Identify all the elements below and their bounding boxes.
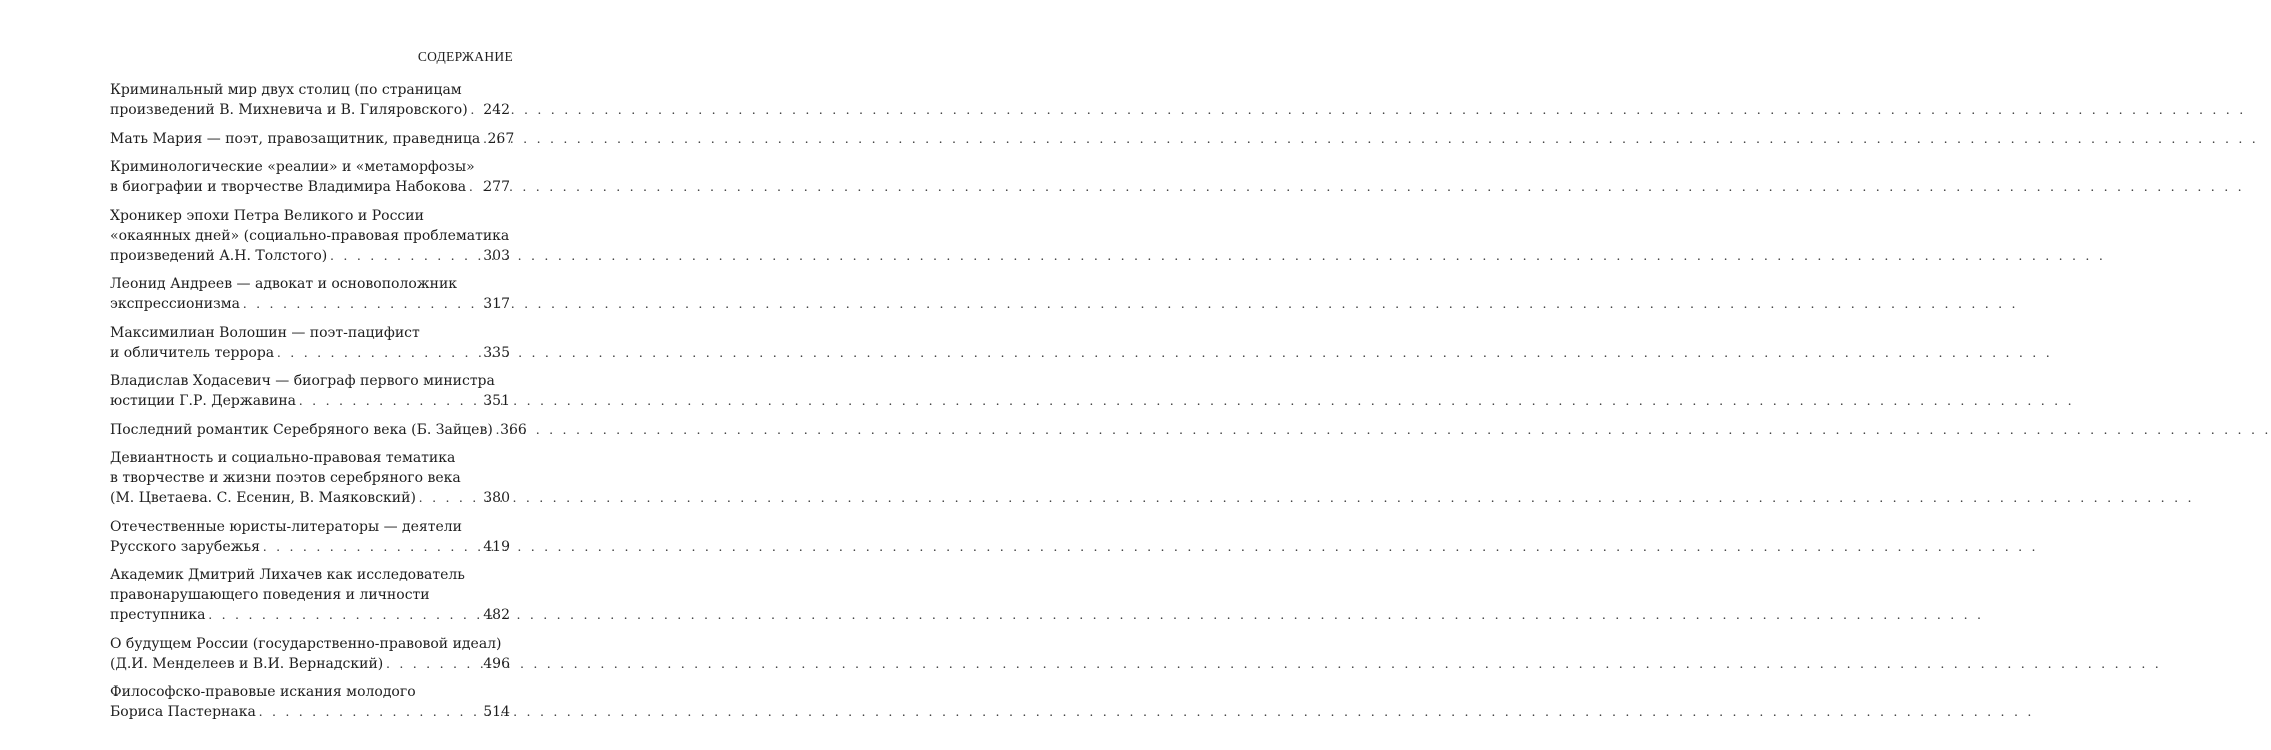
dot-leader <box>260 538 482 558</box>
toc-entry-4 <box>110 206 510 267</box>
entry-title-line: Девиантность и социально-правовая тематика <box>110 450 456 466</box>
entry-title-line: (М. Цветаева. С. Есенин, В. Маяковский) <box>110 490 416 506</box>
dot-leader <box>296 392 482 412</box>
entry-title-line: Леонид Андреев — адвокат и основоположник <box>110 276 458 292</box>
dot-leader <box>416 489 482 509</box>
dot-leader <box>468 101 482 121</box>
page-number: 317 <box>483 296 510 312</box>
running-header: СОДЕРЖАНИЕ <box>417 49 513 64</box>
entry-title-line: Отечественные юристы-литераторы — деятели <box>110 518 463 535</box>
page-number: 380 <box>483 490 510 506</box>
page-number: 419 <box>483 538 510 555</box>
dot-leader <box>256 703 482 723</box>
toc-entry-13 <box>110 682 510 723</box>
toc-entry-5 <box>110 274 510 315</box>
book-page <box>0 0 600 750</box>
entry-title-line: Философско-правовые искания молодого <box>110 684 416 700</box>
dot-leader <box>274 344 482 364</box>
page-number: 496 <box>483 655 510 672</box>
page-number: 303 <box>483 247 510 264</box>
page-number: 267 <box>487 130 515 147</box>
entry-title-line: Максимилиан Волошин — поэт-пацифист <box>110 324 420 341</box>
table-of-contents <box>110 80 527 731</box>
entry-title-line: в творчестве и жизни поэтов серебряного века <box>110 470 461 486</box>
toc-entry-9 <box>110 448 510 509</box>
page-number: 514 <box>483 704 510 720</box>
dot-leader <box>327 247 482 267</box>
entry-title-line: О будущем России (государственно-правовой идеал) <box>110 635 502 652</box>
entry-title-line: преступника <box>110 607 206 623</box>
toc-entry-1 <box>110 80 510 121</box>
toc-entry-8 <box>110 420 527 441</box>
toc-entry-11 <box>110 565 510 626</box>
entry-title-line: «окаянных дней» (социально-правовая проблематика <box>110 227 510 244</box>
entry-title-line: (Д.И. Менделеев и В.И. Вернадский) <box>110 655 384 672</box>
toc-entry-7 <box>110 371 510 412</box>
entry-title-line: и обличитель террора <box>110 344 275 361</box>
entry-title-line: Криминальный мир двух столиц (по страницам <box>110 82 462 98</box>
page-number: 366 <box>500 421 527 438</box>
page-number: 242 <box>483 102 510 118</box>
page-number: 482 <box>483 607 510 623</box>
entry-title-line: Русского зарубежья <box>110 538 260 555</box>
entry-title-line: Академик Дмитрий Лихачев как исследователь <box>110 567 465 583</box>
entry-title-line: в биографии и творчестве Владимира Набокова <box>110 179 467 195</box>
page-number: 277 <box>483 179 510 195</box>
page-number: 351 <box>483 393 510 409</box>
dot-leader <box>206 606 483 626</box>
page-number: 335 <box>483 344 510 361</box>
toc-entry-2 <box>110 129 515 150</box>
entry-title-line: Мать Мария — поэт, правозащитник, праведница <box>110 130 481 147</box>
entry-title-line: Бориса Пастернака <box>110 704 256 720</box>
entry-title-line: экспрессионизма <box>110 296 240 312</box>
entry-title-line: Владислав Ходасевич — биограф первого министра <box>110 373 495 389</box>
dot-leader <box>240 295 482 315</box>
entry-title-line: правонарушающего поведения и личности <box>110 587 430 603</box>
entry-title-line: Хроникер эпохи Петра Великого и России <box>110 207 424 224</box>
toc-entry-10 <box>110 517 510 558</box>
entry-title-line: юстиции Г.Р. Державина <box>110 393 297 409</box>
entry-title-line: произведений В. Михневича и В. Гиляровского) <box>110 102 468 118</box>
toc-entry-12 <box>110 634 510 675</box>
entry-title-line: произведений А.Н. Толстого) <box>110 247 328 264</box>
dot-leader <box>466 178 482 198</box>
dot-leader <box>383 655 482 675</box>
entry-title-line: Криминологические «реалии» и «метаморфозы» <box>110 159 475 175</box>
toc-entry-6 <box>110 323 510 364</box>
toc-entry-3 <box>110 157 510 198</box>
entry-title-line: Последний романтик Серебряного века (Б. Зайцев) <box>110 421 493 438</box>
